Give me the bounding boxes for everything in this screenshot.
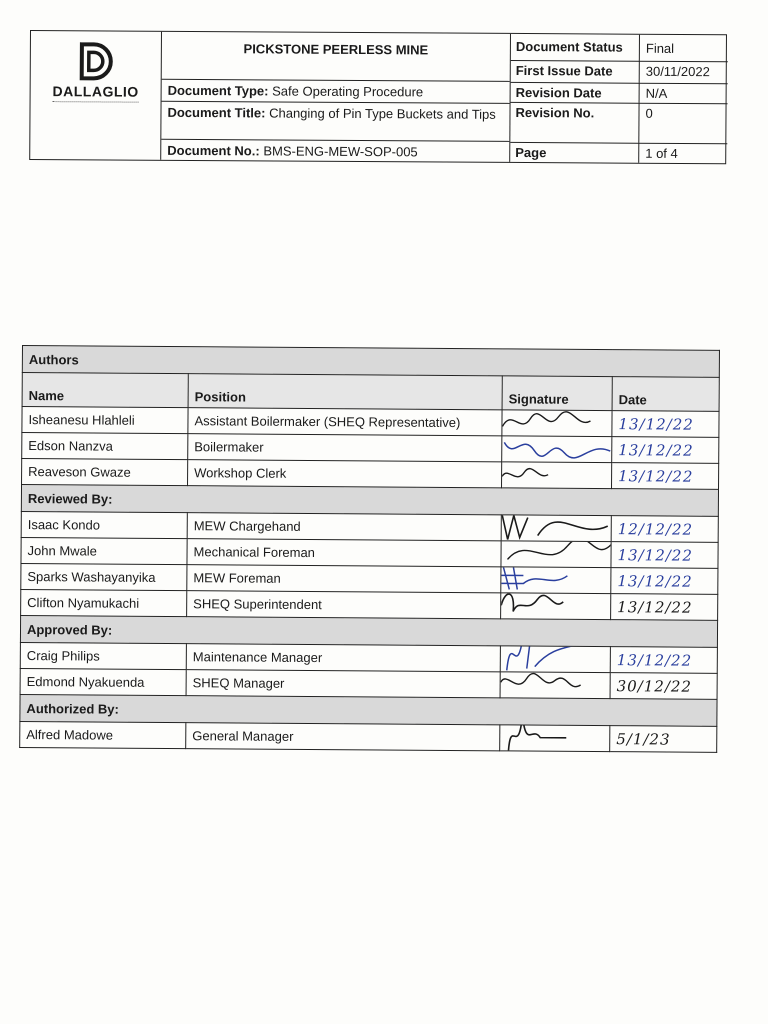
signature-date: 13/12/22 <box>611 568 718 595</box>
signature-date: 5/1/23 <box>610 726 717 753</box>
handwritten-signature <box>501 541 611 568</box>
signatory-position: Mechanical Foreman <box>187 539 501 567</box>
doc-control-panel <box>509 34 728 163</box>
page-value: 1 of 4 <box>638 143 684 163</box>
revision-date-value: N/A <box>639 83 674 103</box>
doc-type-value: Safe Operating Procedure <box>272 83 424 100</box>
doc-number-value: BMS-ENG-MEW-SOP-005 <box>263 143 418 160</box>
signatory-position: Boilermaker <box>188 434 502 462</box>
handwritten-signature <box>501 567 611 594</box>
status-row <box>511 34 728 62</box>
signatory-name: Isheanesu Hlahleli <box>22 407 188 434</box>
signature-date: 13/12/22 <box>612 411 719 438</box>
table-row <box>20 721 717 752</box>
signatory-name: Edson Nanzva <box>22 433 188 460</box>
signature-date: 30/12/22 <box>610 673 717 700</box>
handwritten-signature <box>502 436 612 463</box>
signatory-name: Edmond Nyakuenda <box>20 668 186 695</box>
revision-no-value: 0 <box>638 103 658 143</box>
handwritten-signature <box>500 672 610 699</box>
revision-date-row <box>511 82 728 104</box>
signatory-position: Assistant Boilermaker (SHEQ Representative) <box>188 408 502 436</box>
signatory-position: MEW Foreman <box>187 565 501 593</box>
handwritten-signature <box>502 462 612 489</box>
dallaglio-logo-icon <box>78 41 114 81</box>
authors-section-title: Authors <box>22 346 719 378</box>
first-issue-value: 30/11/2022 <box>639 61 716 83</box>
status-value: Final <box>639 35 680 61</box>
handwritten-signature <box>501 515 611 542</box>
document-header <box>29 30 727 164</box>
first-issue-label: First Issue Date <box>515 62 613 79</box>
col-date-header: Date <box>612 377 719 412</box>
col-position-header: Position <box>188 374 502 410</box>
page-label: Page <box>515 144 547 161</box>
mine-title: PICKSTONE PEERLESS MINE <box>162 32 510 82</box>
reviewed-section-title: Reviewed By: <box>21 485 718 517</box>
handwritten-signature <box>501 593 611 620</box>
signatory-name: Sparks Washayanyika <box>21 563 187 590</box>
handwritten-signature <box>500 646 610 673</box>
doc-type-label: Document Type: <box>167 82 269 99</box>
doc-title-label: Document Title: <box>167 104 266 121</box>
handwritten-signature <box>500 725 610 752</box>
signatory-name: Craig Philips <box>20 642 186 669</box>
signature-date: 13/12/22 <box>611 594 718 621</box>
signatory-name: Alfred Madowe <box>20 721 186 748</box>
doc-number-row <box>161 140 509 162</box>
revision-no-row <box>510 102 727 144</box>
signatory-name: Reaveson Gwaze <box>22 459 188 486</box>
signatory-position: MEW Chargehand <box>187 513 501 541</box>
logo-wordmark: DALLAGLIO <box>52 83 139 100</box>
logo-tagline-mark <box>53 101 139 105</box>
table-header-row <box>22 373 719 412</box>
approved-section-title: Approved By: <box>20 615 717 647</box>
signatory-position: SHEQ Superintendent <box>187 591 501 619</box>
signatory-position: Workshop Clerk <box>188 460 502 488</box>
signatory-name: John Mwale <box>21 537 187 564</box>
page-row <box>510 142 727 163</box>
signature-date: 12/12/22 <box>611 516 718 543</box>
signature-date: 13/12/22 <box>610 647 717 674</box>
signatory-position: Maintenance Manager <box>186 644 500 672</box>
company-logo <box>30 31 162 160</box>
col-signature-header: Signature <box>502 376 612 411</box>
doc-type-row <box>162 80 510 104</box>
authorized-section-title: Authorized By: <box>20 694 717 726</box>
doc-number-label: Document No.: <box>167 142 260 159</box>
signatory-name: Isaac Kondo <box>21 511 187 538</box>
signature-date: 13/12/22 <box>612 437 719 464</box>
doc-title-value: Changing of Pin Type Buckets and Tips <box>269 105 496 122</box>
signature-date: 13/12/22 <box>611 542 718 569</box>
signature-date: 13/12/22 <box>612 463 719 490</box>
approval-table <box>19 345 719 753</box>
signatory-position: SHEQ Manager <box>186 670 500 698</box>
status-label: Document Status <box>515 38 623 55</box>
revision-date-label: Revision Date <box>515 84 602 101</box>
signatory-name: Clifton Nyamukachi <box>21 589 187 616</box>
revision-no-label: Revision No. <box>515 104 595 121</box>
doc-title-row <box>161 102 509 142</box>
signatory-position: General Manager <box>186 723 500 751</box>
handwritten-signature <box>502 410 612 437</box>
col-name-header: Name <box>22 373 188 408</box>
first-issue-row <box>511 60 728 84</box>
